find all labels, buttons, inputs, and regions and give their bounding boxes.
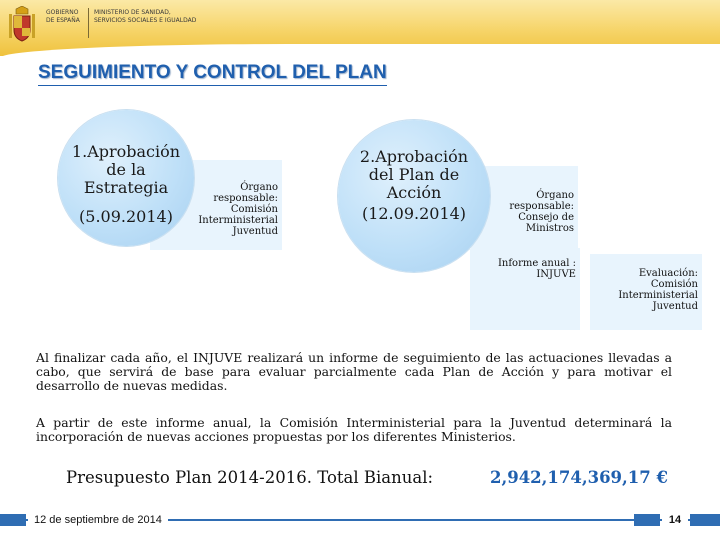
footer-bar-left [0, 514, 26, 526]
paragraph-followup: Al finalizar cada año, el INJUVE realizará un informe de seguimiento de las actuaciones llevadas a cabo, que servirá de base para evaluar parcialmente cada Plan de Acción y para motivar el desarrollo de nuevas medidas. [36, 350, 672, 393]
step2-organ-line4: Ministros [525, 223, 574, 234]
header-banner [0, 0, 720, 56]
government-label: GOBIERNO DE ESPAÑA [46, 9, 80, 24]
step2-organ-line1: Órgano [536, 190, 574, 201]
step1-line2: de la [106, 160, 146, 179]
header-divider [88, 8, 89, 38]
page-number: 14 [662, 512, 688, 528]
annual-report-line1: Informe anual : [497, 258, 576, 269]
evaluation-line1: Evaluación: [638, 268, 698, 279]
step1-line1: 1.Aprobación [71, 142, 181, 161]
step1-circle [58, 110, 194, 246]
step2-line3: Acción [386, 183, 442, 202]
step2-line1: 2.Aprobación [359, 147, 469, 166]
evaluation-box [590, 254, 702, 330]
footer-bar-end [690, 514, 720, 526]
annual-report-box [470, 248, 580, 330]
step1-organ-line4: Interministerial [198, 215, 278, 226]
step2-circle [338, 120, 490, 272]
step1-organ-line1: Órgano [240, 182, 278, 193]
step1-line3: Estrategia [83, 178, 169, 197]
step1-organ-line2: responsable: [213, 193, 278, 204]
evaluation-line2: Comisión [650, 279, 698, 290]
annual-report-line2: INJUVE [536, 269, 576, 280]
step2-organ-line2: responsable: [509, 201, 574, 212]
ministry-label: MINISTERIO DE SANIDAD, SERVICIOS SOCIALES E IGUALDAD [94, 9, 197, 24]
evaluation-line3: Interministerial [618, 290, 698, 301]
coat-of-arms-icon [6, 6, 38, 44]
step2-organ-line3: Consejo de [518, 212, 574, 223]
evaluation-line4: Juventud [652, 301, 698, 312]
budget-label: Presupuesto Plan 2014-2016. Total Bianual: [66, 468, 434, 487]
step1-date: (5.09.2014) [79, 207, 173, 226]
paragraph-commission: A partir de este informe anual, la Comisión Interministerial para la Juventud determinará la incorporación de nuevas acciones propuestas por los diferentes Ministerios. [36, 415, 672, 444]
budget-value: 2,942,174,369,17 € [490, 468, 668, 487]
slide-title: SEGUIMIENTO Y CONTROL DEL PLAN [38, 62, 387, 86]
header-swoosh [0, 44, 720, 56]
footer-bar-right [634, 514, 660, 526]
footer-date: 12 de septiembre de 2014 [28, 512, 168, 528]
step2-line2: del Plan de [368, 165, 460, 184]
step1-organ-line3: Comisión [230, 204, 278, 215]
step2-date: (12.09.2014) [361, 204, 467, 223]
step1-organ-line5: Juventud [232, 226, 278, 237]
